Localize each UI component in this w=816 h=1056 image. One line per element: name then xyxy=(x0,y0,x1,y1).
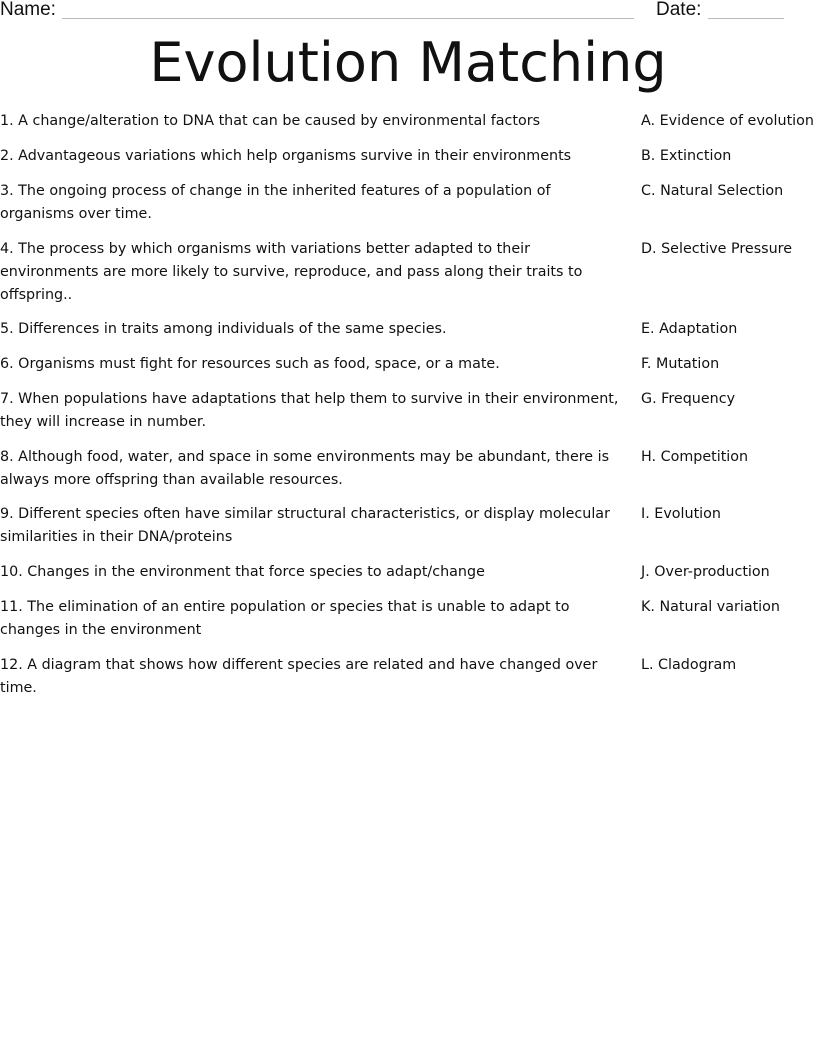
question-text: 10. Changes in the environment that force species to adapt/change xyxy=(0,564,485,580)
answer-option: J. Over-production xyxy=(641,564,770,580)
name-blank-line[interactable] xyxy=(62,18,634,19)
answer-option: E. Adaptation xyxy=(641,321,738,337)
page-title: Evolution Matching xyxy=(149,31,667,94)
date-blank-line[interactable] xyxy=(708,18,784,19)
answer-option: G. Frequency xyxy=(641,391,736,407)
date-label: Date: xyxy=(656,0,702,20)
worksheet-header xyxy=(0,0,816,26)
question-text: 1. A change/alteration to DNA that can be caused by environmental factors xyxy=(0,113,541,129)
answer-option: B. Extinction xyxy=(641,148,732,164)
answer-option: D. Selective Pressure xyxy=(641,241,793,257)
answer-option: A. Evidence of evolution xyxy=(641,113,814,129)
answer-option: I. Evolution xyxy=(641,506,721,522)
question-text: 11. The elimination of an entire population or species that is unable to adapt to changes in the environment xyxy=(0,599,570,638)
question-text: 7. When populations have adaptations that help them to survive in their environment, they will increase in number. xyxy=(0,391,619,430)
answer-option: F. Mutation xyxy=(641,356,720,372)
question-text: 3. The ongoing process of change in the inherited features of a population of organisms over time. xyxy=(0,183,551,222)
answer-option: K. Natural variation xyxy=(641,599,780,615)
answer-option: L. Cladogram xyxy=(641,657,737,673)
name-label: Name: xyxy=(0,0,56,20)
question-text: 2. Advantageous variations which help organisms survive in their environments xyxy=(0,148,572,164)
question-text: 6. Organisms must fight for resources such as food, space, or a mate. xyxy=(0,356,500,372)
question-text: 9. Different species often have similar structural characteristics, or display molecular similarities in their DNA/proteins xyxy=(0,506,610,545)
answer-option: C. Natural Selection xyxy=(641,183,784,199)
question-text: 5. Differences in traits among individuals of the same species. xyxy=(0,321,447,337)
answer-option: H. Competition xyxy=(641,449,749,465)
question-text: 4. The process by which organisms with variations better adapted to their environments are more likely to survive, reproduce, and pass along their traits to offspring.. xyxy=(0,241,583,303)
question-text: 8. Although food, water, and space in some environments may be abundant, there is always more offspring than available resources. xyxy=(0,449,610,488)
question-text: 12. A diagram that shows how different species are related and have changed over time. xyxy=(0,657,598,696)
